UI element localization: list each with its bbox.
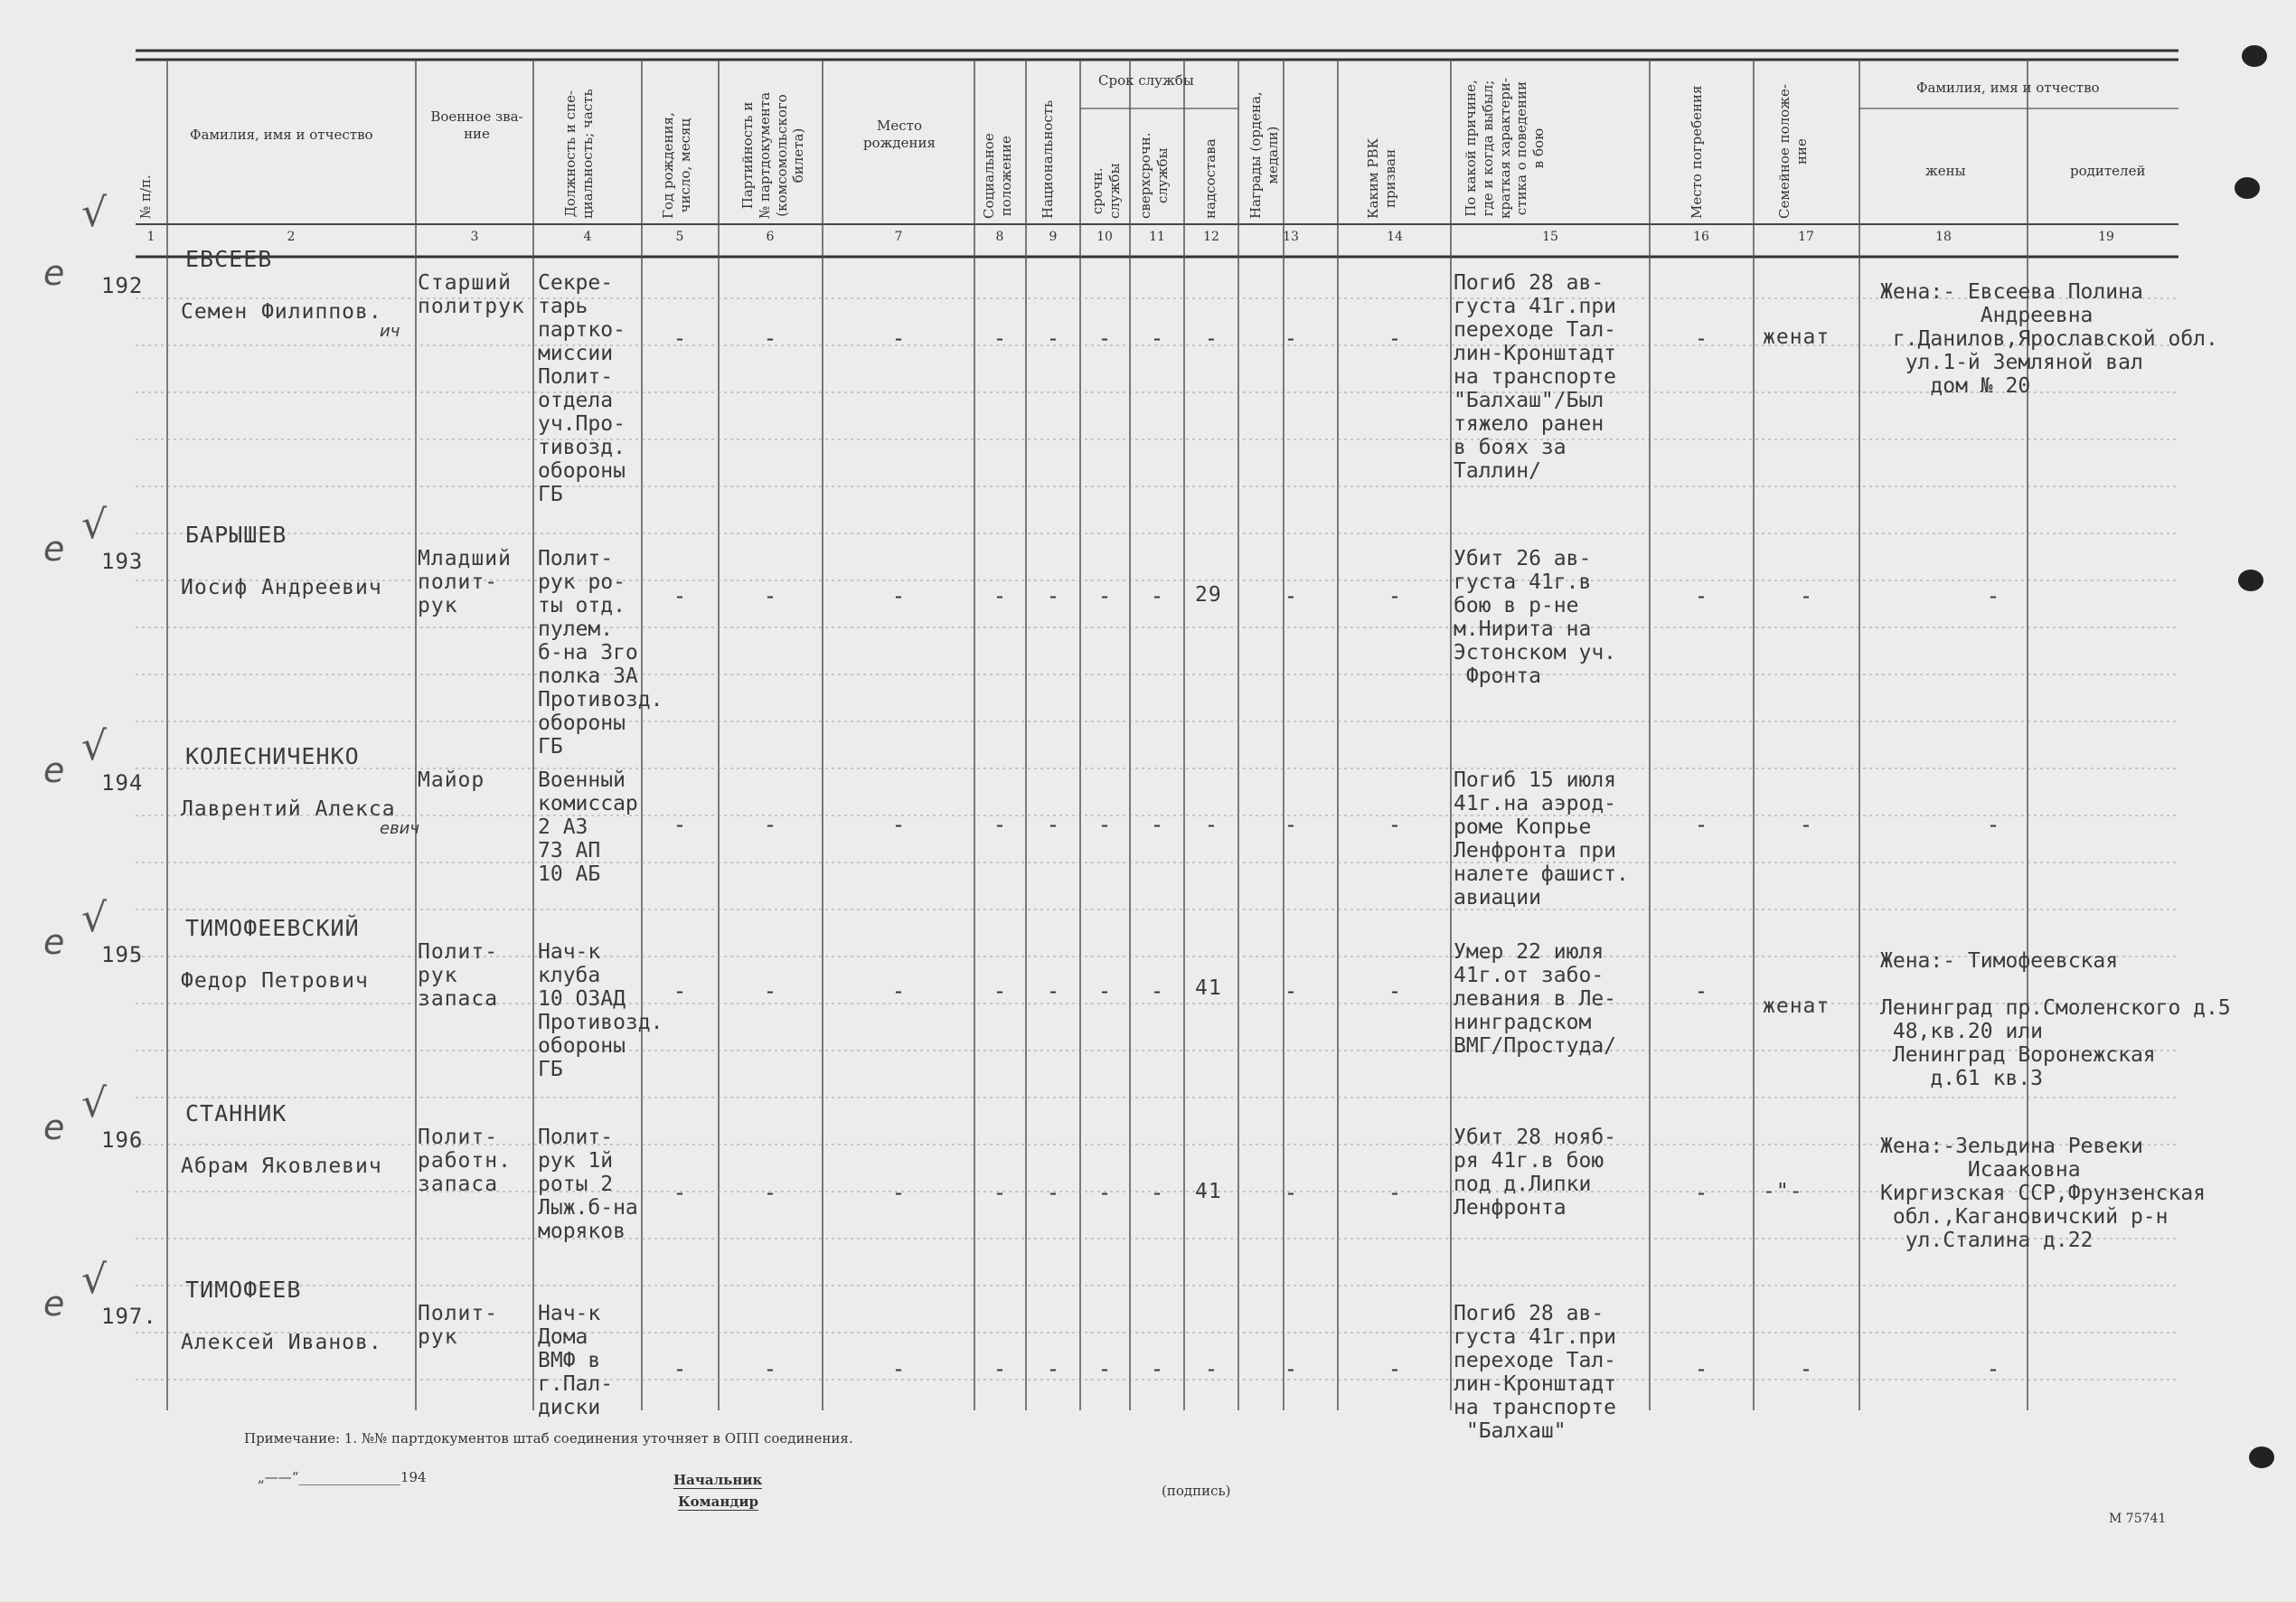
header-c18: жены xyxy=(1925,163,1966,179)
record-position: Полит- рук 1й роты 2 Лыж.б-на моряков xyxy=(538,1126,638,1243)
record-position: Нач-к клуба 10 ОЗАД Противозд. обороны ГБ xyxy=(538,940,663,1081)
empty-dash: - xyxy=(1694,583,1708,608)
empty-dash: - xyxy=(1097,1180,1112,1205)
record-given-name: Абрам Яковлевич xyxy=(181,1154,382,1178)
record-rank: Полит- рук xyxy=(418,1302,499,1349)
record-name-suffix: евич xyxy=(380,819,420,838)
empty-dash: - xyxy=(1986,812,2000,837)
punch-hole xyxy=(2235,177,2260,199)
header-group-service: Срок службы xyxy=(1098,72,1194,89)
empty-dash: - xyxy=(1046,1180,1060,1205)
record-given-name: Семен Филиппов. xyxy=(181,300,382,324)
punch-hole xyxy=(2249,1447,2274,1468)
record-wife: Жена:- Тимофеевская Ленинград пр.Смоленского д.5 48,кв.20 или Ленинград Воронежская д.61 кв.3 xyxy=(1880,949,2231,1090)
record-name-suffix: ич xyxy=(380,322,400,341)
empty-dash: - xyxy=(1046,812,1060,837)
header-c19: родителей xyxy=(2070,163,2146,179)
column-number: 15 xyxy=(1542,230,1558,244)
header-c13-label: Награды (ордена, медали) xyxy=(1247,91,1281,219)
punch-hole xyxy=(2238,570,2263,591)
empty-dash: - xyxy=(1097,812,1112,837)
empty-dash: - xyxy=(1046,325,1060,351)
record-rank: Полит- работн. запаса xyxy=(418,1126,512,1196)
column-number: 14 xyxy=(1387,230,1403,244)
header-c7: Место рождения xyxy=(862,118,936,151)
empty-dash: - xyxy=(673,978,687,1004)
empty-dash: - xyxy=(1694,978,1708,1004)
column-number: 8 xyxy=(995,230,1004,244)
column-number: 17 xyxy=(1798,230,1814,244)
header-c11-label: сверхсрочн. службы xyxy=(1137,132,1171,219)
initial-mark: е xyxy=(43,1107,65,1147)
empty-dash: - xyxy=(763,812,777,837)
footer-commander: Командир xyxy=(678,1494,758,1510)
footer-form-code: М 75741 xyxy=(2109,1512,2167,1526)
record-service-years: 41 xyxy=(1195,1180,1222,1203)
initial-mark: е xyxy=(43,1284,65,1324)
record-number: 197. xyxy=(101,1304,157,1329)
punch-hole xyxy=(2242,45,2267,67)
record-surname: СТАННИК xyxy=(185,1100,287,1126)
header-c3: Военное зва- ние xyxy=(430,108,523,142)
empty-dash: - xyxy=(1388,1356,1402,1381)
header-c17-label: Семейное положе- ние xyxy=(1776,84,1810,219)
column-number: 13 xyxy=(1283,230,1299,244)
column-number: 2 xyxy=(287,230,296,244)
column-number: 11 xyxy=(1149,230,1165,244)
empty-dash: - xyxy=(993,325,1007,351)
record-reason: Погиб 28 ав- густа 41г.при переходе Тал- лин-Кронштадт на транспорте "Балхаш"/Был тяжело ранен в боях за Таллин/ xyxy=(1454,271,1617,483)
record-family-status: женат xyxy=(1763,325,1830,349)
empty-dash: - xyxy=(1986,1356,2000,1381)
empty-dash: - xyxy=(1046,583,1060,608)
record-service-years: 29 xyxy=(1195,583,1222,607)
empty-dash: - xyxy=(891,978,906,1004)
record-surname: КОЛЕСНИЧЕНКО xyxy=(185,743,360,769)
empty-dash: - xyxy=(763,978,777,1004)
empty-dash: - xyxy=(891,325,906,351)
empty-dash: - xyxy=(1150,978,1164,1004)
empty-dash: - xyxy=(891,583,906,608)
record-number: 192 xyxy=(101,273,144,298)
empty-dash: - xyxy=(1150,1180,1164,1205)
header-c15-label: По какой причине, где и когда выбыл; краткая характери- стика о поведении в бою xyxy=(1463,78,1547,219)
empty-dash: - xyxy=(1150,325,1164,351)
header-c9-label: Национальность xyxy=(1040,99,1056,219)
header-c4-label: Должность и спе- циальность; часть xyxy=(562,89,596,219)
header-c6-label: Партийность и № партдокумента (комсомольского билета) xyxy=(739,91,807,219)
record-wife: Жена:- Евсеева Полина Андреевна г.Данилов,Ярославской обл. ул.1-й Земляной вал дом № 20 xyxy=(1880,280,2218,398)
record-given-name: Федор Петрович xyxy=(181,969,369,993)
empty-dash: - xyxy=(1799,583,1813,608)
empty-dash: - xyxy=(1046,1356,1060,1381)
record-position: Военный комиссар 2 АЗ 73 АП 10 АБ xyxy=(538,768,638,886)
empty-dash: - xyxy=(1388,812,1402,837)
record-position: Нач-к Дома ВМФ в г.Пал- диски xyxy=(538,1302,614,1419)
empty-dash: - xyxy=(1204,812,1219,837)
empty-dash: - xyxy=(993,583,1007,608)
record-number: 196 xyxy=(101,1127,144,1153)
footer-signature: (подпись) xyxy=(1162,1483,1231,1499)
column-number: 16 xyxy=(1693,230,1709,244)
empty-dash: - xyxy=(1388,583,1402,608)
header-c14-label: Каким РВК призван xyxy=(1365,137,1398,219)
empty-dash: - xyxy=(1150,583,1164,608)
empty-dash: - xyxy=(1694,812,1708,837)
column-number: 6 xyxy=(766,230,775,244)
column-number: 12 xyxy=(1203,230,1219,244)
record-service-years: 41 xyxy=(1195,976,1222,1000)
empty-dash: - xyxy=(673,812,687,837)
empty-dash: - xyxy=(1284,1180,1298,1205)
record-given-name: Иосиф Андреевич xyxy=(181,576,382,599)
record-position: Полит- рук ро- ты отд. пулем. б-на 3го полка ЗА Противозд. обороны ГБ xyxy=(538,547,663,759)
empty-dash: - xyxy=(993,978,1007,1004)
header-c16-label: Место погребения xyxy=(1689,85,1705,219)
record-surname: ЕВСЕЕВ xyxy=(185,246,273,272)
empty-dash: - xyxy=(673,583,687,608)
empty-dash: - xyxy=(891,1356,906,1381)
record-reason: Умер 22 июля 41г.от забо- левания в Ле- нинградском ВМГ/Простуда/ xyxy=(1454,940,1617,1058)
check-mark: √ xyxy=(81,1080,108,1126)
empty-dash: - xyxy=(1986,583,2000,608)
record-position: Секре- тарь партко- миссии Полит- отдела уч.Про- тивозд. обороны ГБ xyxy=(538,271,626,506)
empty-dash: - xyxy=(993,1180,1007,1205)
header-group-names: Фамилия, имя и отчество xyxy=(1916,80,2100,96)
empty-dash: - xyxy=(1204,1356,1219,1381)
check-mark: √ xyxy=(81,190,108,236)
empty-dash: - xyxy=(1694,325,1708,351)
empty-dash: - xyxy=(993,812,1007,837)
empty-dash: - xyxy=(1388,978,1402,1004)
column-number: 10 xyxy=(1096,230,1113,244)
empty-dash: - xyxy=(1046,978,1060,1004)
initial-mark: е xyxy=(43,922,65,962)
empty-dash: - xyxy=(763,1356,777,1381)
record-given-name: Алексей Иванов. xyxy=(181,1331,382,1354)
empty-dash: - xyxy=(673,1356,687,1381)
check-mark: √ xyxy=(81,895,108,941)
empty-dash: - xyxy=(1799,1356,1813,1381)
footer-chief: Начальник xyxy=(673,1472,763,1488)
empty-dash: - xyxy=(1694,1356,1708,1381)
check-mark: √ xyxy=(81,1257,108,1303)
empty-dash: - xyxy=(1097,325,1112,351)
record-wife: Жена:-Зельдина Ревеки Исааковна Киргизская ССР,Фрунзенская обл.,Кагановичский р-н ул.Сталина д.22 xyxy=(1880,1135,2207,1252)
empty-dash: - xyxy=(1388,1180,1402,1205)
column-number: 5 xyxy=(675,230,684,244)
record-family-status: -"- xyxy=(1763,1180,1803,1203)
header-c5-label: Год рождения, число, месяц xyxy=(660,112,693,219)
footer-date: „——“_______________194 xyxy=(258,1469,427,1485)
record-given-name: Лаврентий Алекса xyxy=(181,797,396,821)
initial-mark: е xyxy=(43,750,65,790)
header-c10-label: срочн. службы xyxy=(1089,163,1123,219)
empty-dash: - xyxy=(1097,1356,1112,1381)
footer-note: Примечание: 1. №№ партдокументов штаб соединения уточняет в ОПП соединения. xyxy=(244,1430,853,1447)
empty-dash: - xyxy=(1097,583,1112,608)
record-rank: Старший политрук xyxy=(418,271,525,318)
column-number: 7 xyxy=(894,230,903,244)
header-c2: Фамилия, имя и отчество xyxy=(190,127,373,143)
empty-dash: - xyxy=(1097,978,1112,1004)
empty-dash: - xyxy=(1284,583,1298,608)
empty-dash: - xyxy=(1204,325,1219,351)
empty-dash: - xyxy=(891,812,906,837)
check-mark: √ xyxy=(81,723,108,769)
record-reason: Убит 28 нояб- ря 41г.в бою под д.Липки Ленфронта xyxy=(1454,1126,1617,1220)
header-c1-label: № п/п. xyxy=(137,174,154,219)
empty-dash: - xyxy=(1284,325,1298,351)
empty-dash: - xyxy=(1694,1180,1708,1205)
empty-dash: - xyxy=(1284,812,1298,837)
header-c12-label: надсостава xyxy=(1202,138,1219,219)
column-number: 9 xyxy=(1049,230,1058,244)
record-rank: Младший полит- рук xyxy=(418,547,512,617)
empty-dash: - xyxy=(1388,325,1402,351)
empty-dash: - xyxy=(763,1180,777,1205)
check-mark: √ xyxy=(81,502,108,548)
empty-dash: - xyxy=(673,1180,687,1205)
record-rank: Полит- рук запаса xyxy=(418,940,499,1011)
initial-mark: е xyxy=(43,529,65,569)
empty-dash: - xyxy=(1284,1356,1298,1381)
empty-dash: - xyxy=(891,1180,906,1205)
record-surname: БАРЫШЕВ xyxy=(185,522,287,548)
header-c8-label: Социальное положение xyxy=(981,133,1014,219)
empty-dash: - xyxy=(993,1356,1007,1381)
column-number: 18 xyxy=(1935,230,1952,244)
column-number: 3 xyxy=(470,230,479,244)
initial-mark: е xyxy=(43,253,65,293)
column-number: 19 xyxy=(2098,230,2114,244)
record-family-status: женат xyxy=(1763,994,1830,1018)
empty-dash: - xyxy=(763,583,777,608)
record-number: 195 xyxy=(101,942,144,967)
record-surname: ТИМОФЕЕВ xyxy=(185,1277,302,1303)
column-number: 4 xyxy=(583,230,592,244)
empty-dash: - xyxy=(1799,812,1813,837)
record-surname: ТИМОФЕЕВСКИЙ xyxy=(185,915,360,941)
column-number: 1 xyxy=(146,230,155,244)
record-reason: Убит 26 ав- густа 41г.в бою в р-не м.Нирита на Эстонском уч. Фронта xyxy=(1454,547,1617,688)
record-reason: Погиб 28 ав- густа 41г.при переходе Тал- лин-Кронштадт на транспорте "Балхаш" xyxy=(1454,1302,1617,1443)
empty-dash: - xyxy=(1150,1356,1164,1381)
record-number: 193 xyxy=(101,549,144,574)
record-number: 194 xyxy=(101,770,144,796)
empty-dash: - xyxy=(1150,812,1164,837)
empty-dash: - xyxy=(763,325,777,351)
record-rank: Майор xyxy=(418,768,485,792)
empty-dash: - xyxy=(1284,978,1298,1004)
record-reason: Погиб 15 июля 41г.на аэрод- роме Копрье Ленфронта при налете фашист. авиации xyxy=(1454,768,1629,909)
empty-dash: - xyxy=(673,325,687,351)
